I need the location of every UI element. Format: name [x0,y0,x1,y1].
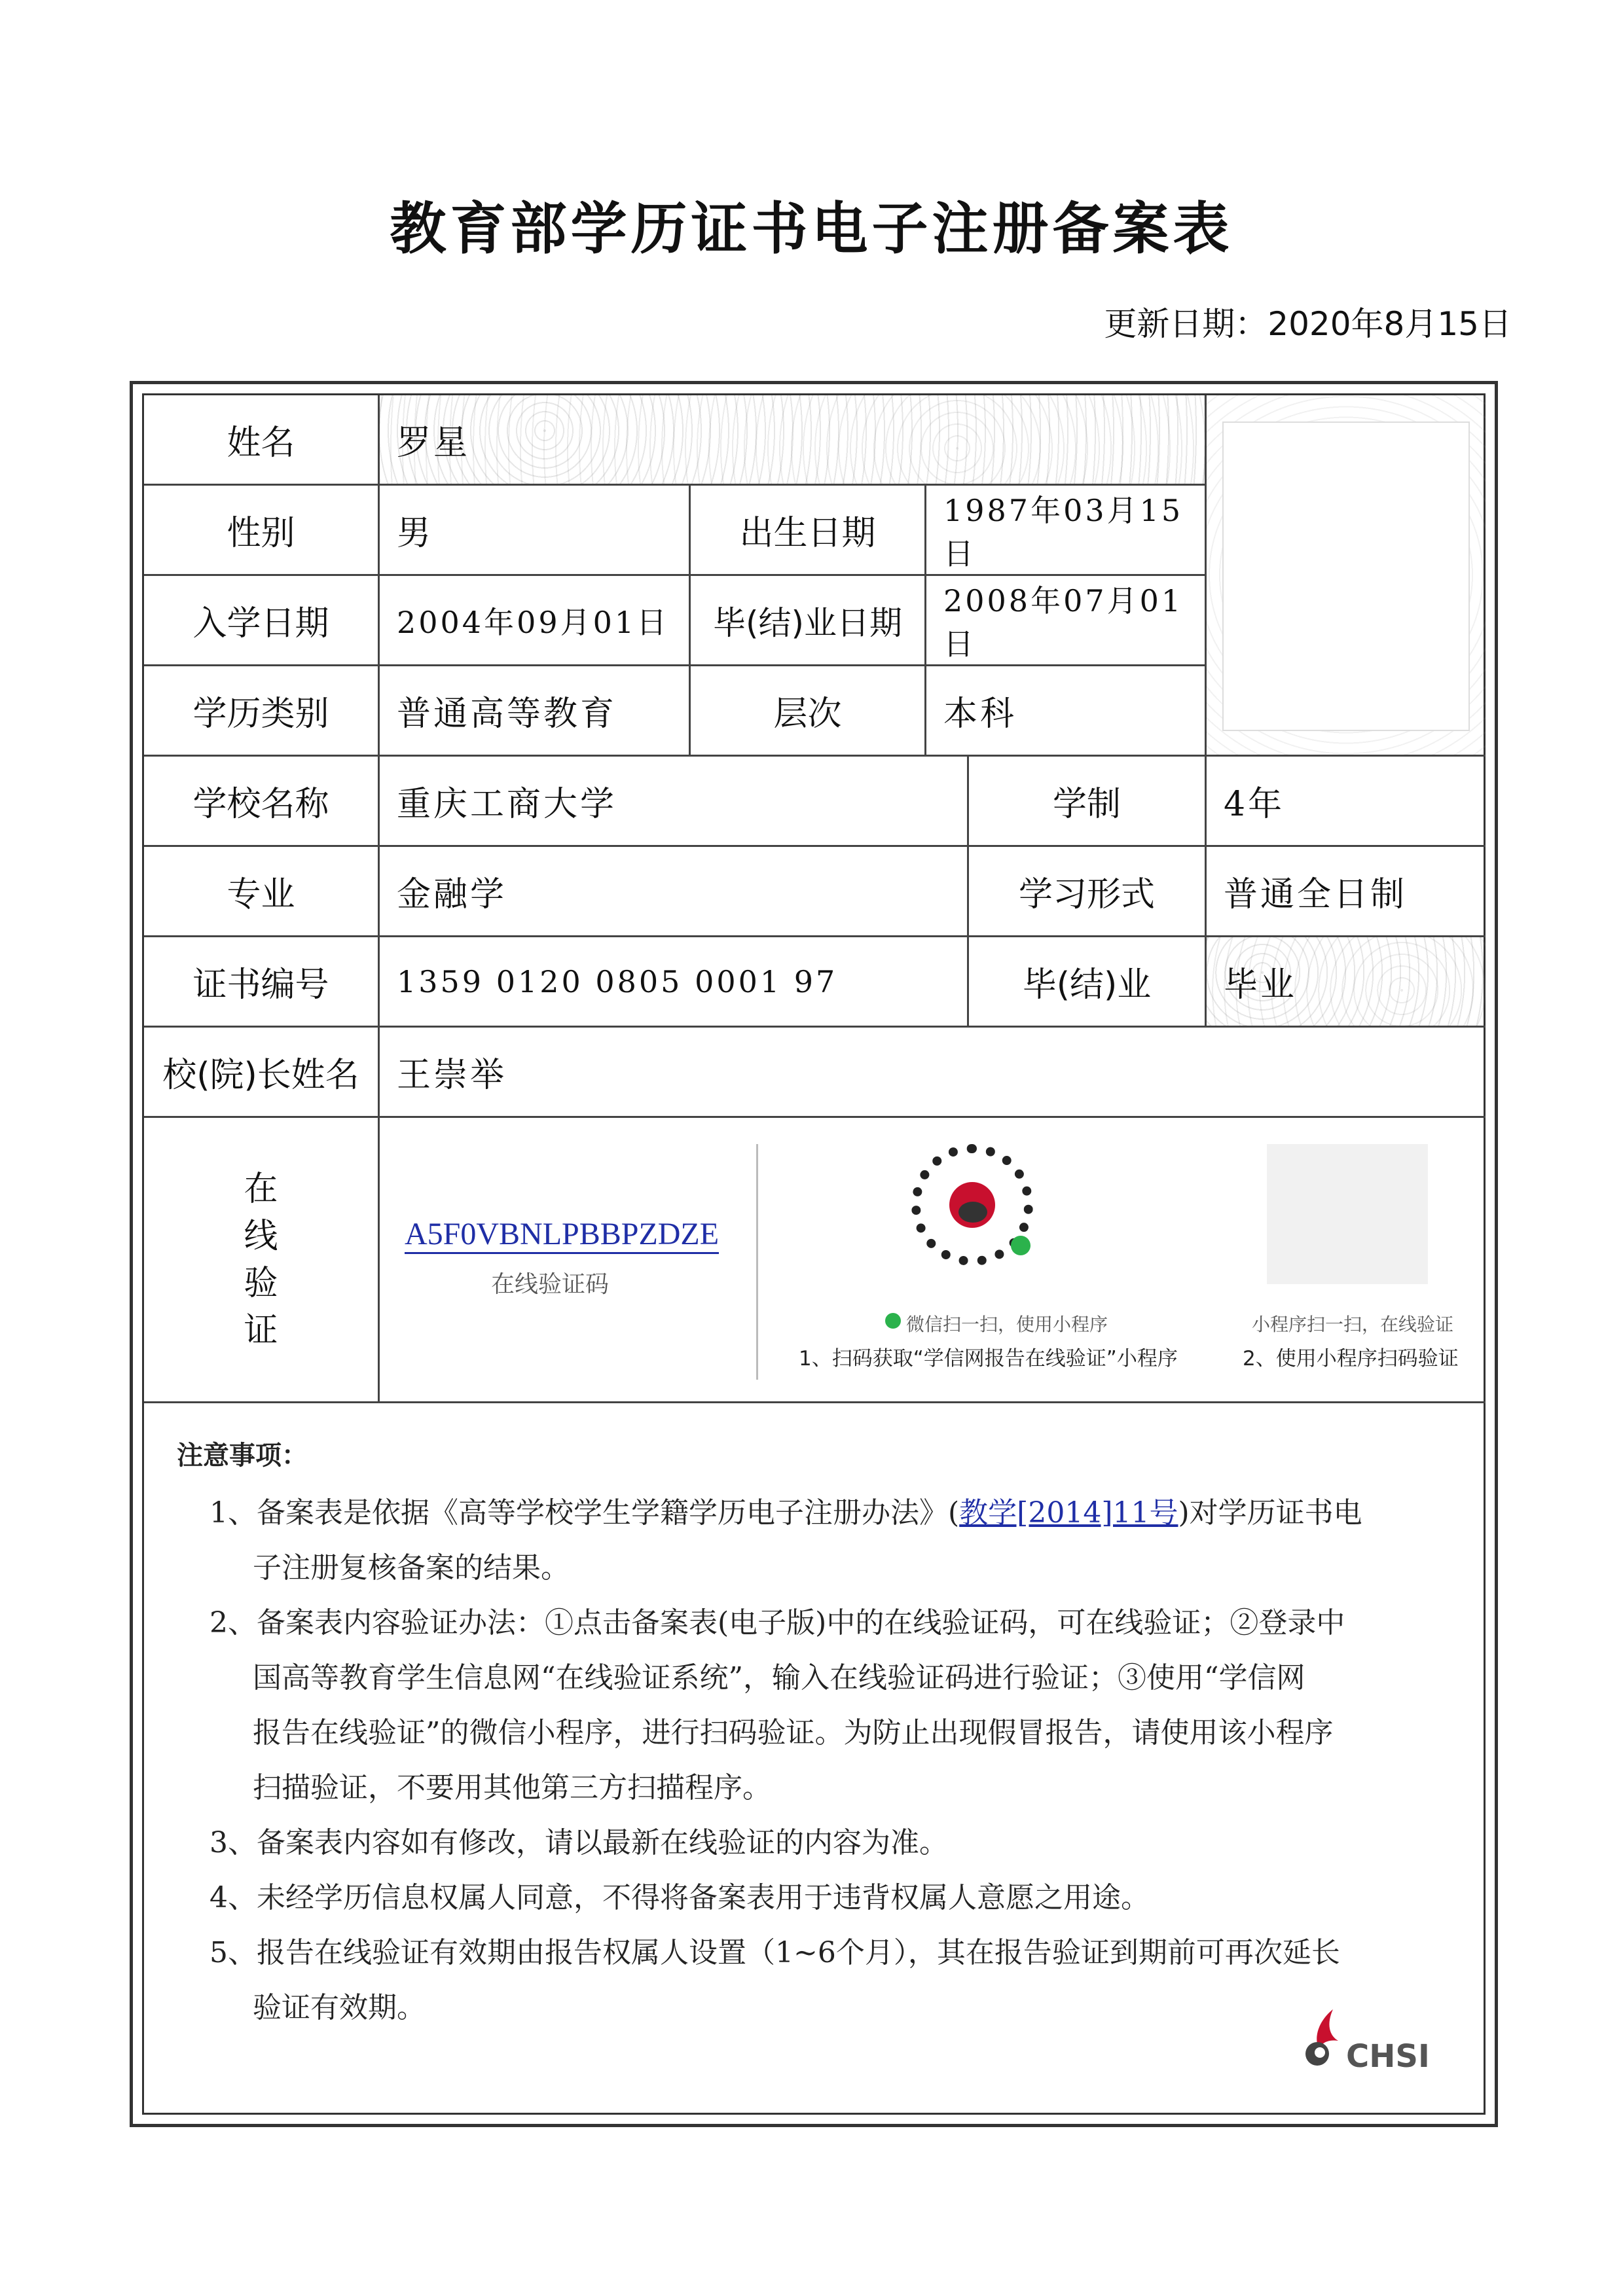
value-gender: 男 [380,486,691,576]
chsi-logo-text: CHSI [1346,2038,1430,2075]
label-grad-status: 毕(结)业 [969,937,1207,1028]
info-grid [144,395,1486,1403]
label-name: 姓名 [144,395,380,486]
label-gender: 性别 [144,486,380,576]
verify-divider [756,1144,758,1380]
verify-panel [380,1118,1486,1403]
label-study-form: 学习形式 [969,847,1207,937]
note-5-text-b: 验证有效期。 [253,1991,426,2024]
value-principal: 王崇举 [380,1028,1486,1118]
notes-title: 注意事项： [177,1441,308,1471]
notes-section [177,1428,1444,2036]
note-1 [177,1486,1444,1596]
label-enroll-date: 入学日期 [144,576,380,666]
value-level: 本科 [926,666,1207,757]
label-verify-char-2: 线 [244,1216,278,1256]
value-school: 重庆工商大学 [380,757,969,847]
label-edu-type: 学历类别 [144,666,380,757]
record-frame [130,381,1498,2127]
chsi-bird-logo-icon [1300,2007,1342,2070]
label-verify-char-4: 证 [244,1310,278,1350]
label-graduate-date: 毕(结)业日期 [691,576,926,666]
note-5 [177,1926,1444,2036]
qr-hint: 微信扫一扫，使用小程序 [906,1314,1108,1335]
note-2-text-d: 扫描验证，不要用其他第三方扫描程序。 [253,1771,771,1804]
verify-code-caption: 在线验证码 [491,1271,610,1298]
note-2-text-c: 报告在线验证”的微信小程序，进行扫码验证。为防止出现假冒报告，请使用该小程序 [253,1716,1334,1749]
update-date: 更新日期：2020年8月15日 [1104,305,1512,343]
note-2-text-a: 2、备案表内容验证办法：①点击备案表(电子版)中的在线验证码，可在线验证；②登录中 [210,1606,1345,1640]
note-2 [177,1596,1444,1816]
chsi-logo [1300,2007,1438,2079]
qr-caption: 1、扫码获取“学信网报告在线验证”小程序 [799,1347,1178,1371]
online-verify-code[interactable]: A5F0VBNLPBBPZDZE [405,1216,719,1254]
note-1-text-b: )对学历证书电 [1178,1496,1362,1530]
wechat-icon [885,1313,901,1329]
label-level: 层次 [691,666,926,757]
label-birth-date: 出生日期 [691,486,926,576]
note-4: 4、未经学历信息权属人同意，不得将备案表用于违背权属人意愿之用途。 [210,1881,1150,1914]
label-online-verify [144,1118,380,1403]
note-5-text-a: 5、报告在线验证有效期由报告权属人设置（1~6个月），其在报告验证到期前可再次延长 [210,1936,1340,1969]
note-1-text-a: 1、备案表是依据《高等学校学生学籍学历电子注册办法》( [210,1496,960,1530]
page-title: 教育部学历证书电子注册备案表 [390,196,1233,262]
value-graduate-date: 2008年07月01日 [926,576,1207,666]
label-principal: 校(院)长姓名 [144,1028,380,1118]
photo-placeholder [1222,422,1470,731]
label-cert-no: 证书编号 [144,937,380,1028]
mini-caption: 2、使用小程序扫码验证 [1243,1347,1459,1371]
value-duration: 4年 [1207,757,1486,847]
mini-hint: 小程序扫一扫，在线验证 [1252,1314,1454,1335]
label-major: 专业 [144,847,380,937]
label-verify-char-3: 验 [244,1263,278,1303]
value-grad-status: 毕业 [1207,937,1486,1028]
value-birth-date: 1987年03月15日 [926,486,1207,576]
note-2-text-b: 国高等教育学生信息网“在线验证系统”，输入在线验证码进行验证；③使用“学信网 [253,1661,1305,1695]
record-inner-frame [142,393,1486,2115]
label-verify-char-1: 在 [244,1169,278,1209]
regulation-link[interactable]: 教学[2014]11号 [959,1496,1178,1530]
value-major: 金融学 [380,847,969,937]
label-school: 学校名称 [144,757,380,847]
value-cert-no: 1359 0120 0805 0001 97 [380,937,969,1028]
note-3: 3、备案表内容如有修改，请以最新在线验证的内容为准。 [210,1826,948,1859]
mini-program-image [1267,1144,1428,1284]
value-edu-type: 普通高等教育 [380,666,691,757]
value-name: 罗星 [380,395,1207,486]
label-duration: 学制 [969,757,1207,847]
value-study-form: 普通全日制 [1207,847,1486,937]
value-enroll-date: 2004年09月01日 [380,576,691,666]
chsi-bird-icon [949,1182,995,1228]
note-1-text-c: 子注册复核备案的结果。 [253,1551,570,1585]
photo-area [1207,395,1486,757]
miniprogram-icon [1011,1236,1030,1255]
